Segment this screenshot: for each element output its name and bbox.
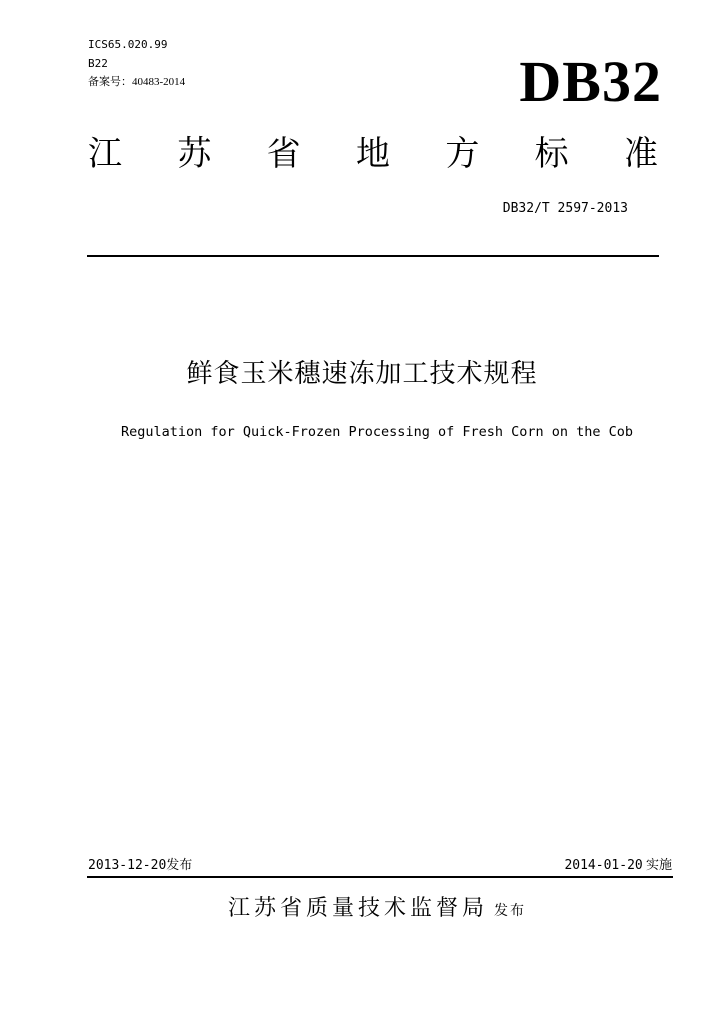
document-title-en: Regulation for Quick-Frozen Processing of Fresh Corn on the Cob xyxy=(120,424,634,440)
ics-code: ICS65.020.99 xyxy=(88,38,168,51)
publisher-line xyxy=(0,893,724,927)
standard-type-char: 苏 xyxy=(177,134,212,174)
publisher-name: 江苏省质量技术监督局 xyxy=(227,896,488,921)
standard-type-char: 标 xyxy=(534,134,569,174)
ccs-code: B22 xyxy=(88,57,108,70)
standard-type-char: 地 xyxy=(355,134,390,174)
record-label: 备案号： xyxy=(88,75,132,88)
standard-type-char: 准 xyxy=(623,134,658,174)
standard-type-char: 省 xyxy=(266,134,301,174)
standard-code-logo: DB32 xyxy=(519,49,662,114)
issue-date-value: 2013-12-20 xyxy=(88,858,167,873)
record-number xyxy=(88,75,185,89)
issue-label: 发布 xyxy=(166,858,193,873)
standard-type-char: 方 xyxy=(445,134,480,174)
standard-type-char: 江 xyxy=(88,134,122,174)
publish-label: 发布 xyxy=(494,903,526,919)
bottom-divider xyxy=(87,876,673,878)
implement-date-value: 2014-01-20 xyxy=(564,858,643,873)
implement-date xyxy=(564,855,672,876)
record-number-value: 40483-2014 xyxy=(132,76,186,88)
issue-date xyxy=(88,855,192,876)
top-divider xyxy=(87,255,659,257)
standard-type-title xyxy=(88,132,658,176)
implement-label: 实施 xyxy=(645,858,672,873)
standard-number: DB32/T 2597-2013 xyxy=(502,201,628,216)
document-title-cn: 鲜食玉米穗速冻加工技术规程 xyxy=(186,359,538,389)
